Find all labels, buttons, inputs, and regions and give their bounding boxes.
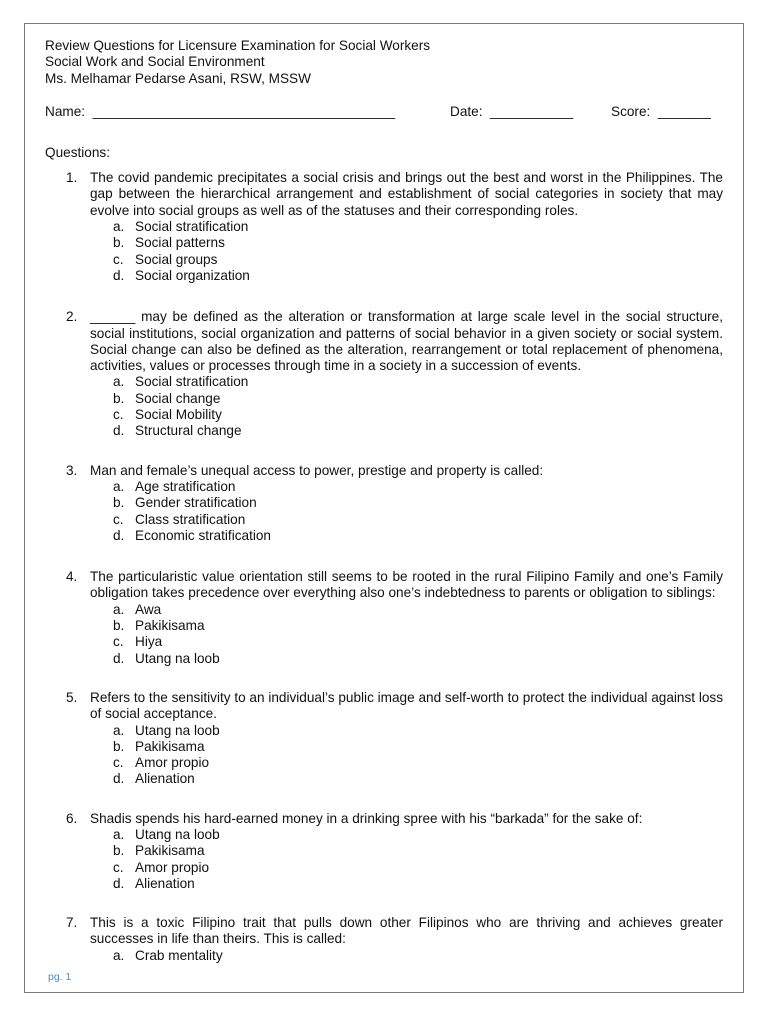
option-text: Pakikisama (135, 843, 205, 859)
document-content (45, 38, 723, 964)
option-text: Hiya (135, 634, 163, 650)
option-text: Amor propio (135, 755, 210, 771)
option-text: Utang na loob (135, 826, 220, 842)
option-text: Pakikisama (135, 618, 205, 634)
question-text: ______ may be defined as the alteration or transformation at large scale level in the social structure, social institutions, social organization and patterns of social behavior in a given society or social system. Social change can also be defined as the alteration, rearrangement or total replacement of phenomena, activities, values or processes through time in a society in a succession of events. (90, 309, 723, 374)
answer-option[interactable] (45, 771, 723, 787)
option-letter: c. (113, 407, 124, 423)
option-letter: d. (113, 771, 125, 787)
question-number: 2. (66, 309, 78, 325)
question-number: 4. (66, 569, 78, 585)
option-letter: a. (113, 601, 125, 617)
option-letter: d. (113, 527, 125, 543)
option-text: Class stratification (135, 511, 246, 527)
option-letter: b. (113, 495, 125, 511)
answer-option[interactable] (45, 651, 723, 667)
option-text: Amor propio (135, 859, 210, 875)
question-number: 7. (66, 915, 78, 931)
option-letter: b. (113, 235, 125, 251)
question-number: 1. (66, 170, 78, 186)
document-title: Review Questions for Licensure Examination for Social Workers (45, 38, 431, 53)
answer-option[interactable] (45, 495, 723, 511)
date-field[interactable]: Date: ___________ (450, 103, 574, 119)
question-number: 3. (66, 462, 78, 478)
answer-option[interactable] (45, 219, 723, 235)
name-field[interactable]: Name: ________________________________________ (45, 103, 395, 119)
option-letter: a. (113, 722, 125, 738)
question-text: The particularistic value orientation still seems to be rooted in the rural Filipino Family and one’s Family obligation takes precedence over everything also one’s indebtedness to parents or obligation to siblings: (90, 569, 723, 601)
option-letter: d. (113, 650, 125, 666)
option-text: Social organization (135, 267, 250, 283)
answer-option[interactable] (45, 479, 723, 495)
answer-option[interactable] (45, 391, 723, 407)
answer-option[interactable] (45, 602, 723, 618)
option-text: Social stratification (135, 374, 249, 390)
option-letter: c. (113, 755, 124, 771)
question-text: The covid pandemic precipitates a social crisis and brings out the best and worst in the Philippines. The gap between the hierarchical arrangement and establishment of social categories in society that may evolve into social groups as well as of the statuses and their corresponding roles. (90, 170, 723, 218)
answer-option[interactable] (45, 235, 723, 251)
option-letter: d. (113, 267, 125, 283)
answer-option[interactable] (45, 948, 723, 964)
question-item (45, 569, 723, 602)
page-number: pg. 1 (48, 971, 72, 983)
questions-heading: Questions: (45, 144, 110, 160)
answer-option[interactable] (45, 843, 723, 859)
option-letter: d. (113, 875, 125, 891)
question-text: Refers to the sensitivity to an individual’s public image and self-worth to protect the individual against loss of social acceptance. (90, 689, 723, 722)
question-number: 6. (66, 810, 78, 826)
option-letter: c. (113, 251, 124, 267)
answer-option[interactable] (45, 876, 723, 892)
option-letter: b. (113, 843, 125, 859)
answer-option[interactable] (45, 634, 723, 650)
option-letter: c. (113, 859, 124, 875)
option-letter: c. (113, 634, 124, 650)
answer-option[interactable] (45, 252, 723, 268)
option-text: Pakikisama (135, 738, 205, 754)
answer-option[interactable] (45, 528, 723, 544)
question-text: This is a toxic Filipino trait that pulls down other Filipinos who are thriving and achieves greater successes in life than theirs. This is called: (90, 915, 723, 947)
option-letter: b. (113, 390, 125, 406)
answer-option[interactable] (45, 739, 723, 755)
option-text: Crab mentality (135, 947, 223, 963)
answer-option[interactable] (45, 268, 723, 284)
question-list (45, 170, 723, 964)
option-text: Social change (135, 390, 221, 406)
option-text: Age stratification (135, 478, 236, 494)
option-text: Social groups (135, 251, 218, 267)
answer-option[interactable] (45, 423, 723, 439)
option-letter: d. (113, 423, 125, 439)
option-letter: c. (113, 511, 124, 527)
question-text: Shadis spends his hard-earned money in a drinking spree with his “barkada” for the sake of: (90, 810, 643, 826)
option-text: Awa (135, 601, 162, 617)
option-letter: b. (113, 738, 125, 754)
option-letter: b. (113, 618, 125, 634)
option-text: Utang na loob (135, 650, 220, 666)
answer-option[interactable] (45, 374, 723, 390)
option-text: Alienation (135, 771, 195, 787)
question-item (45, 463, 723, 479)
answer-option[interactable] (45, 618, 723, 634)
answer-option[interactable] (45, 512, 723, 528)
option-text: Social Mobility (135, 407, 222, 423)
option-text: Utang na loob (135, 722, 220, 738)
option-text: Social stratification (135, 219, 249, 235)
option-letter: a. (113, 219, 125, 235)
option-text: Alienation (135, 875, 195, 891)
document-author: Ms. Melhamar Pedarse Asani, RSW, MSSW (45, 70, 311, 86)
answer-option[interactable] (45, 723, 723, 739)
answer-option[interactable] (45, 407, 723, 423)
answer-option[interactable] (45, 755, 723, 771)
option-letter: a. (113, 947, 125, 963)
question-item (45, 690, 723, 723)
answer-option[interactable] (45, 860, 723, 876)
option-text: Economic stratification (135, 527, 271, 543)
option-text: Social patterns (135, 235, 225, 251)
score-field[interactable]: Score: _______ (611, 103, 711, 119)
student-info-row (45, 104, 723, 120)
option-letter: a. (113, 478, 125, 494)
answer-option[interactable] (45, 827, 723, 843)
question-number: 5. (66, 689, 78, 705)
question-item (45, 811, 723, 827)
question-item (45, 915, 723, 948)
option-letter: a. (113, 826, 125, 842)
option-text: Gender stratification (135, 495, 257, 511)
option-letter: a. (113, 374, 125, 390)
document-subject: Social Work and Social Environment (45, 54, 265, 70)
question-text: Man and female’s unequal access to power, prestige and property is called: (90, 462, 544, 478)
question-item (45, 170, 723, 219)
question-item (45, 309, 723, 374)
option-text: Structural change (135, 423, 242, 439)
